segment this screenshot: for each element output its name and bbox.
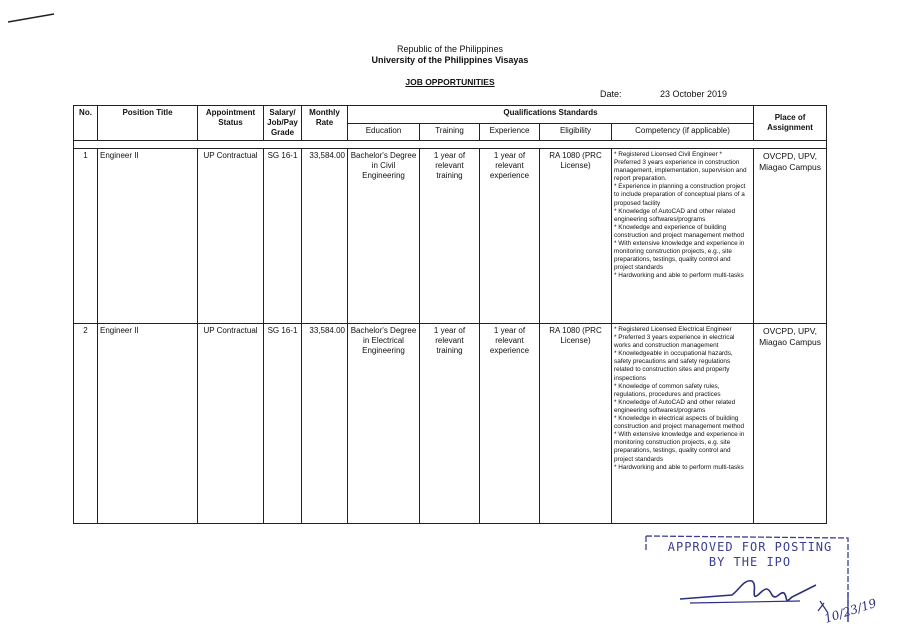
col-competency: Competency (if applicable): [612, 123, 754, 141]
stamp-text-line1: APPROVED FOR POSTING: [667, 540, 833, 554]
table-row: [74, 324, 827, 524]
cell-monthly-rate: 33,584.00: [302, 149, 348, 324]
pen-mark: [6, 10, 56, 26]
competency-item: * Registered Licensed Electrical Engineer: [614, 326, 732, 333]
cell-monthly-rate: 33,584.00: [302, 324, 348, 524]
competency-item: * With extensive knowledge and experience in monitoring construction projects, e.g. site preparations, testings, quality control and project standards: [614, 431, 745, 463]
col-qualifications: Qualifications Standards: [348, 106, 754, 124]
cell-salary-grade: SG 16-1: [264, 324, 302, 524]
competency-item: * Hardworking and able to perform multi-tasks: [614, 463, 744, 471]
competency-item: * Knowledge of common safety rules, regulations, procedures and practices: [614, 382, 721, 398]
competency-item: * Knowledge in electrical aspects of building construction and project management method: [614, 415, 745, 431]
competency-item: * Knowledge and experience of building construction and project management method: [614, 223, 745, 239]
competency-item: * Knowledge of AutoCAD and other related engineering softwares/programs: [614, 207, 736, 223]
col-education: Education: [348, 123, 420, 141]
cell-no: 1: [74, 149, 98, 324]
cell-no: 2: [74, 324, 98, 524]
cell-eligibility: RA 1080 (PRC License): [540, 324, 612, 524]
competency-item: * Experience in planning a construction project to include preparation of conceptual plans of a proposed facility: [614, 183, 746, 207]
cell-competency: [612, 324, 754, 524]
cell-eligibility: RA 1080 (PRC License): [540, 149, 612, 324]
university-name: University of the Philippines Visayas: [371, 55, 529, 65]
cell-education: Bachelor's Degree in Civil Engineering: [348, 149, 420, 324]
republic-line: Republic of the Philippines: [396, 44, 504, 54]
col-monthly-rate: Monthly Rate: [302, 106, 348, 141]
cell-appointment-status: UP Contractual: [198, 149, 264, 324]
cell-experience: 1 year of relevant experience: [480, 149, 540, 324]
page-title: JOB OPPORTUNITIES: [405, 77, 495, 87]
competency-item: * Knowledge of AutoCAD and other related engineering softwares/programs: [614, 398, 736, 414]
cell-position-title: Engineer II: [98, 149, 198, 324]
cell-education: Bachelor's Degree in Electrical Engineering: [348, 324, 420, 524]
cell-training: 1 year of relevant training: [420, 324, 480, 524]
cell-salary-grade: SG 16-1: [264, 149, 302, 324]
competency-item: * Knowledgeable in occupational hazards, safety precautions and safety regulations related to construction sites and property inspections: [614, 350, 733, 382]
col-training: Training: [420, 123, 480, 141]
competency-item: * With extensive knowledge and experience in monitoring construction projects, e.g., site preparations, testings, quality control and project standards: [614, 240, 745, 272]
handwritten-signature: [680, 565, 879, 635]
cell-competency: [612, 149, 754, 324]
competency-item: Preferred 3 years experience in construction management, implementation, supervision and report preparation.: [614, 159, 747, 183]
col-eligibility: Eligibility: [540, 123, 612, 141]
handwritten-date: 10/23/19: [822, 595, 879, 626]
competency-item: * Registered Licensed Civil Engineer *: [614, 151, 722, 158]
col-appointment-status: Appointment Status: [198, 106, 264, 141]
cell-place-of-assignment: OVCPD, UPV, Miagao Campus: [754, 324, 827, 524]
table-row: [74, 149, 827, 324]
col-place-of-assignment: Place of Assignment: [754, 106, 827, 141]
cell-experience: 1 year of relevant experience: [480, 324, 540, 524]
date-value: 23 October 2019: [660, 89, 728, 99]
cell-training: 1 year of relevant training: [420, 149, 480, 324]
document-header: [0, 44, 900, 66]
col-experience: Experience: [480, 123, 540, 141]
col-salary-grade: Salary/ Job/Pay Grade: [264, 106, 302, 141]
col-position-title: Position Title: [98, 106, 198, 141]
job-table: [73, 105, 827, 524]
col-no: No.: [74, 106, 98, 141]
cell-position-title: Engineer II: [98, 324, 198, 524]
cell-place-of-assignment: OVCPD, UPV, Miagao Campus: [754, 149, 827, 324]
stamp-text-line2: BY THE IPO: [708, 555, 792, 569]
competency-item: * Preferred 3 years experience in electrical works and construction management: [614, 334, 735, 350]
cell-appointment-status: UP Contractual: [198, 324, 264, 524]
date-label: Date:: [600, 89, 622, 99]
competency-item: * Hardworking and able to perform multi-tasks: [614, 272, 744, 280]
